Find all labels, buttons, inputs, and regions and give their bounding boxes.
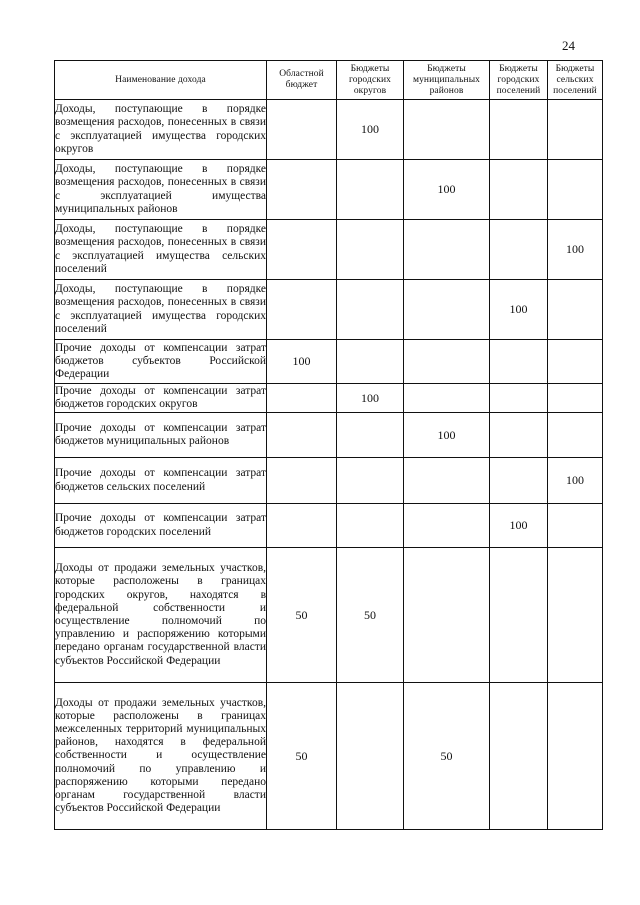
revenue-distribution-table	[54, 60, 603, 830]
revenue-name-cell: Доходы, поступающие в порядке возмещения расходов, понесенных в связи с эксплуатацией имущества городских поселений	[55, 280, 267, 340]
revenue-name-cell: Прочие доходы от компенсации затрат бюджетов сельских поселений	[55, 458, 267, 504]
rural-settlement-budgets-value	[548, 413, 603, 458]
revenue-name-cell: Прочие доходы от компенсации затрат бюджетов городских округов	[55, 384, 267, 413]
regional-budget-value: 50	[267, 683, 337, 830]
revenue-name-cell: Доходы от продажи земельных участков, которые расположены в границах городских округов, находятся в федеральной собственности и осуществление полномочий по управлению и распоряжению которыми передано органам государственной власти субъектов Российской Федерации	[55, 548, 267, 683]
regional-budget-value	[267, 384, 337, 413]
city-district-budgets-value: 100	[337, 100, 404, 160]
city-district-budgets-value	[337, 683, 404, 830]
urban-settlement-budgets-value	[490, 384, 548, 413]
regional-budget-value	[267, 458, 337, 504]
regional-budget-value: 100	[267, 340, 337, 384]
table-body	[55, 100, 603, 830]
municipal-district-budgets-value: 100	[404, 160, 490, 220]
urban-settlement-budgets-value	[490, 458, 548, 504]
revenue-name-cell: Прочие доходы от компенсации затрат бюджетов муниципальных районов	[55, 413, 267, 458]
city-district-budgets-value: 50	[337, 548, 404, 683]
header-municipal-district-budgets: Бюджеты муниципальных районов	[404, 61, 490, 100]
table-row	[55, 100, 603, 160]
rural-settlement-budgets-value	[548, 384, 603, 413]
table-row	[55, 458, 603, 504]
municipal-district-budgets-value: 100	[404, 413, 490, 458]
city-district-budgets-value	[337, 458, 404, 504]
urban-settlement-budgets-value	[490, 340, 548, 384]
urban-settlement-budgets-value	[490, 548, 548, 683]
municipal-district-budgets-value	[404, 548, 490, 683]
city-district-budgets-value	[337, 280, 404, 340]
revenue-name-cell: Прочие доходы от компенсации затрат бюджетов городских поселений	[55, 504, 267, 548]
header-revenue-name: Наименование дохода	[55, 61, 267, 100]
regional-budget-value	[267, 504, 337, 548]
municipal-district-budgets-value	[404, 280, 490, 340]
rural-settlement-budgets-value: 100	[548, 220, 603, 280]
table-row	[55, 280, 603, 340]
revenue-name-cell: Доходы от продажи земельных участков, которые расположены в границах межселенных территорий муниципальных районов, находятся в федеральной собственности и осуществление полномочий по управлению и распоряжению которыми передано органам государственной власти субъектов Российской Федерации	[55, 683, 267, 830]
municipal-district-budgets-value	[404, 340, 490, 384]
urban-settlement-budgets-value	[490, 413, 548, 458]
table-row	[55, 504, 603, 548]
city-district-budgets-value: 100	[337, 384, 404, 413]
table-row	[55, 340, 603, 384]
table-header-row	[55, 61, 603, 100]
urban-settlement-budgets-value: 100	[490, 280, 548, 340]
table-row	[55, 683, 603, 830]
table-row	[55, 548, 603, 683]
revenue-name-cell: Доходы, поступающие в порядке возмещения расходов, понесенных в связи с эксплуатацией имущества сельских поселений	[55, 220, 267, 280]
page-number: 24	[562, 38, 575, 53]
city-district-budgets-value	[337, 413, 404, 458]
revenue-name-cell: Прочие доходы от компенсации затрат бюджетов субъектов Российской Федерации	[55, 340, 267, 384]
revenue-name-cell: Доходы, поступающие в порядке возмещения расходов, понесенных в связи с эксплуатацией имущества городских округов	[55, 100, 267, 160]
regional-budget-value	[267, 280, 337, 340]
regional-budget-value	[267, 100, 337, 160]
urban-settlement-budgets-value	[490, 683, 548, 830]
table-row	[55, 220, 603, 280]
urban-settlement-budgets-value: 100	[490, 504, 548, 548]
city-district-budgets-value	[337, 340, 404, 384]
municipal-district-budgets-value	[404, 220, 490, 280]
rural-settlement-budgets-value	[548, 548, 603, 683]
rural-settlement-budgets-value	[548, 160, 603, 220]
municipal-district-budgets-value	[404, 504, 490, 548]
regional-budget-value: 50	[267, 548, 337, 683]
rural-settlement-budgets-value	[548, 280, 603, 340]
regional-budget-value	[267, 220, 337, 280]
table-row	[55, 413, 603, 458]
urban-settlement-budgets-value	[490, 100, 548, 160]
rural-settlement-budgets-value	[548, 504, 603, 548]
urban-settlement-budgets-value	[490, 220, 548, 280]
municipal-district-budgets-value: 50	[404, 683, 490, 830]
header-urban-settlement-budgets: Бюджеты городских поселений	[490, 61, 548, 100]
municipal-district-budgets-value	[404, 384, 490, 413]
municipal-district-budgets-value	[404, 458, 490, 504]
rural-settlement-budgets-value	[548, 340, 603, 384]
urban-settlement-budgets-value	[490, 160, 548, 220]
revenue-name-cell: Доходы, поступающие в порядке возмещения расходов, понесенных в связи с эксплуатацией имущества муниципальных районов	[55, 160, 267, 220]
header-city-district-budgets: Бюджеты городских округов	[337, 61, 404, 100]
regional-budget-value	[267, 413, 337, 458]
rural-settlement-budgets-value	[548, 683, 603, 830]
rural-settlement-budgets-value	[548, 100, 603, 160]
regional-budget-value	[267, 160, 337, 220]
rural-settlement-budgets-value: 100	[548, 458, 603, 504]
header-rural-settlement-budgets: Бюджеты сельских поселений	[548, 61, 603, 100]
table-row	[55, 160, 603, 220]
municipal-district-budgets-value	[404, 100, 490, 160]
header-regional-budget: Областной бюджет	[267, 61, 337, 100]
city-district-budgets-value	[337, 504, 404, 548]
city-district-budgets-value	[337, 160, 404, 220]
table-row	[55, 384, 603, 413]
city-district-budgets-value	[337, 220, 404, 280]
